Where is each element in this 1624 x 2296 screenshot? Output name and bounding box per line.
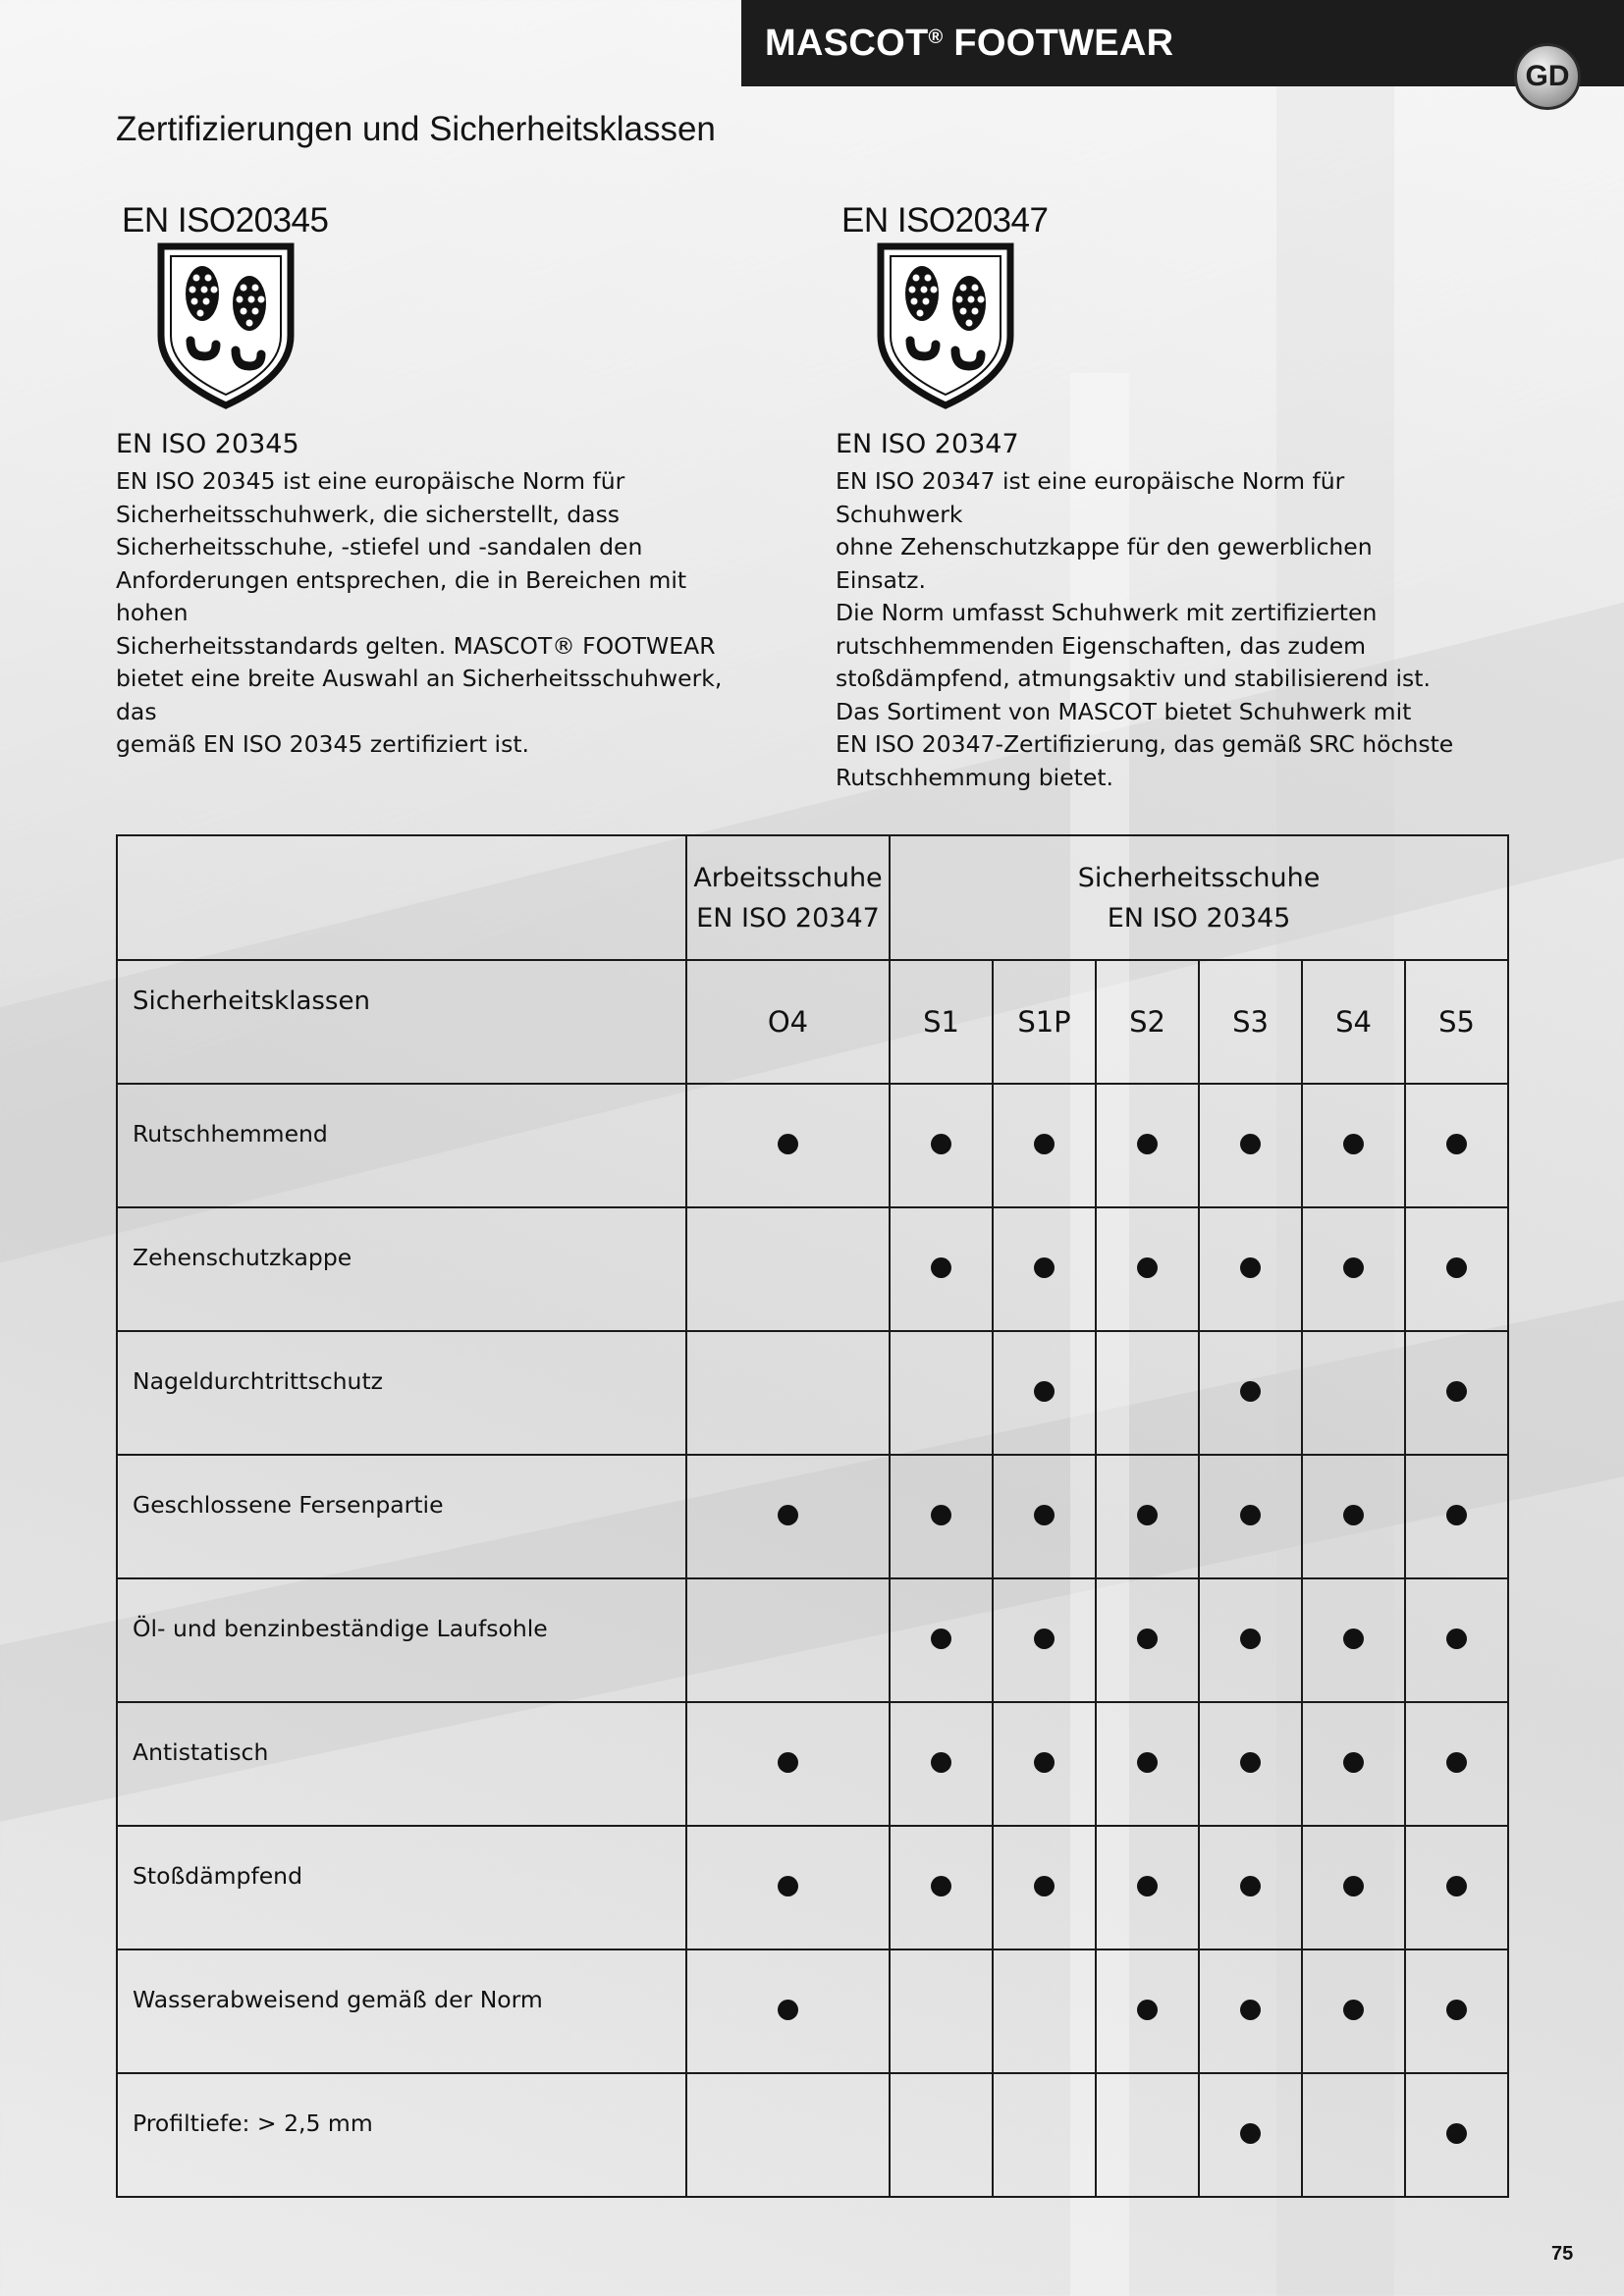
mark-cell-s1 — [890, 2073, 993, 2197]
filled-dot-icon — [1446, 2000, 1467, 2020]
filled-dot-icon — [1343, 1505, 1364, 1525]
section-header — [741, 0, 1624, 86]
filled-dot-icon — [1446, 1381, 1467, 1402]
filled-dot-icon — [1240, 2123, 1261, 2144]
filled-dot-icon — [1034, 1381, 1055, 1402]
filled-dot-icon — [1240, 1257, 1261, 1278]
filled-dot-icon — [931, 1629, 951, 1649]
mark-cell-s1 — [890, 1826, 993, 1949]
safety-classes-table — [116, 834, 1509, 2198]
filled-dot-icon — [1137, 1752, 1158, 1773]
mark-cell-s2 — [1096, 1207, 1199, 1331]
mark-cell-s2 — [1096, 2073, 1199, 2197]
mark-cell-s1p — [993, 1207, 1096, 1331]
filled-dot-icon — [1343, 1629, 1364, 1649]
table-row — [117, 1949, 1508, 2073]
filled-dot-icon — [1240, 1381, 1261, 1402]
filled-dot-icon — [1446, 2123, 1467, 2144]
mark-cell-s5 — [1405, 1331, 1508, 1455]
filled-dot-icon — [778, 1134, 798, 1154]
group-safety-shoes — [890, 835, 1508, 960]
filled-dot-icon — [778, 1752, 798, 1773]
header-brand: MASCOT — [765, 22, 929, 64]
filled-dot-icon — [1446, 1876, 1467, 1896]
mark-cell-s3 — [1199, 1084, 1302, 1207]
page-number: 75 — [1551, 2243, 1574, 2265]
mark-cell-s5 — [1405, 1207, 1508, 1331]
mark-cell-s5 — [1405, 1702, 1508, 1826]
mark-cell-s2 — [1096, 1702, 1199, 1826]
filled-dot-icon — [1446, 1257, 1467, 1278]
filled-dot-icon — [778, 1876, 798, 1896]
filled-dot-icon — [1137, 1629, 1158, 1649]
table-group-header-row — [117, 835, 1508, 960]
feature-label: Rutschhemmend — [117, 1084, 686, 1207]
mark-cell-o4 — [686, 2073, 890, 2197]
mark-cell-s3 — [1199, 2073, 1302, 2197]
mark-cell-s1 — [890, 1084, 993, 1207]
filled-dot-icon — [931, 1752, 951, 1773]
mark-cell-s5 — [1405, 1949, 1508, 2073]
filled-dot-icon — [1240, 1876, 1261, 1896]
filled-dot-icon — [1137, 1876, 1158, 1896]
mark-cell-s2 — [1096, 1331, 1199, 1455]
mark-cell-o4 — [686, 1084, 890, 1207]
mark-cell-o4 — [686, 1826, 890, 1949]
table-row — [117, 1331, 1508, 1455]
cert-description: EN ISO 20345 ist eine europäische Norm für Sicherheitsschuhwerk, die sicherstellt, dass Sicherheitsschuhe, -stiefel und -sandalen den Anforderungen entsprechen, die in Bereichen mit hohen Sicherheitsstandards gelten. MASCOT® FOOTWEAR bietet eine breite Auswahl an Sicherheitsschuhwerk, das gemäß EN ISO 20345 zertifiziert ist. — [116, 467, 723, 758]
table-row — [117, 1207, 1508, 1331]
filled-dot-icon — [1343, 1257, 1364, 1278]
mark-cell-s5 — [1405, 2073, 1508, 2197]
mark-cell-s2 — [1096, 1826, 1199, 1949]
class-s1p: S1P — [993, 960, 1096, 1084]
cert-block-20347 — [836, 201, 1464, 794]
class-s2: S2 — [1096, 960, 1199, 1084]
filled-dot-icon — [1446, 1505, 1467, 1525]
cert-logo-text: EN ISO20345 — [122, 201, 329, 240]
mark-cell-s5 — [1405, 1455, 1508, 1578]
mark-cell-s3 — [1199, 1578, 1302, 1702]
mark-cell-s1p — [993, 1331, 1096, 1455]
filled-dot-icon — [1343, 2000, 1364, 2020]
mark-cell-o4 — [686, 1331, 890, 1455]
filled-dot-icon — [931, 1257, 951, 1278]
mark-cell-s3 — [1199, 1207, 1302, 1331]
filled-dot-icon — [1034, 1134, 1055, 1154]
mark-cell-o4 — [686, 1702, 890, 1826]
class-s5: S5 — [1405, 960, 1508, 1084]
mark-cell-o4 — [686, 1207, 890, 1331]
cert-block-20345 — [116, 201, 744, 762]
mark-cell-s4 — [1302, 1084, 1405, 1207]
mark-cell-s2 — [1096, 1578, 1199, 1702]
mark-cell-s3 — [1199, 1702, 1302, 1826]
mark-cell-s1p — [993, 1578, 1096, 1702]
filled-dot-icon — [1034, 1876, 1055, 1896]
mark-cell-s1p — [993, 1826, 1096, 1949]
header-section: FOOTWEAR — [953, 22, 1174, 64]
mark-cell-s4 — [1302, 1331, 1405, 1455]
mark-cell-s1 — [890, 1702, 993, 1826]
filled-dot-icon — [1137, 2000, 1158, 2020]
table-row — [117, 1084, 1508, 1207]
filled-dot-icon — [778, 1505, 798, 1525]
cert-heading: EN ISO 20345 — [116, 429, 299, 459]
boot-shield-icon — [877, 242, 1014, 409]
mark-cell-s1p — [993, 1084, 1096, 1207]
mark-cell-o4 — [686, 1949, 890, 2073]
filled-dot-icon — [1034, 1505, 1055, 1525]
table-class-row — [117, 960, 1508, 1084]
feature-label: Stoßdämpfend — [117, 1826, 686, 1949]
mark-cell-s1p — [993, 2073, 1096, 2197]
mark-cell-s5 — [1405, 1578, 1508, 1702]
filled-dot-icon — [1446, 1629, 1467, 1649]
filled-dot-icon — [1240, 1505, 1261, 1525]
table-row — [117, 1455, 1508, 1578]
filled-dot-icon — [931, 1505, 951, 1525]
mark-cell-s4 — [1302, 1949, 1405, 2073]
filled-dot-icon — [1240, 1134, 1261, 1154]
mark-cell-o4 — [686, 1455, 890, 1578]
cert-heading: EN ISO 20347 — [836, 429, 1019, 459]
filled-dot-icon — [931, 1134, 951, 1154]
class-label: Sicherheitsklassen — [117, 960, 686, 1084]
filled-dot-icon — [778, 2000, 798, 2020]
mark-cell-s4 — [1302, 2073, 1405, 2197]
filled-dot-icon — [1137, 1505, 1158, 1525]
mark-cell-s1 — [890, 1455, 993, 1578]
empty-corner-cell — [117, 835, 686, 960]
mark-cell-s1p — [993, 1455, 1096, 1578]
feature-label: Profiltiefe: > 2,5 mm — [117, 2073, 686, 2197]
cert-description: EN ISO 20347 ist eine europäische Norm für Schuhwerk ohne Zehenschutzkappe für den gewerblichen Einsatz. Die Norm umfasst Schuhwerk mit zertifizierten rutschhemmenden Eigenschaften, das zudem stoßdämpfend, atmungsaktiv und stabilisierend ist. Das Sortiment von MASCOT bietet Schuhwerk mit EN ISO 20347-Zertifizierung, das gemäß SRC höchste Rutschhemmung bietet. — [836, 467, 1454, 791]
mark-cell-s5 — [1405, 1826, 1508, 1949]
filled-dot-icon — [931, 1876, 951, 1896]
feature-label: Geschlossene Fersenpartie — [117, 1455, 686, 1578]
gd-logo-badge-icon — [1514, 43, 1581, 110]
mark-cell-s1 — [890, 1331, 993, 1455]
feature-label: Nageldurchtrittschutz — [117, 1331, 686, 1455]
group-safety-line1: Sicherheitsschuhe — [1077, 862, 1321, 893]
filled-dot-icon — [1446, 1752, 1467, 1773]
mark-cell-s3 — [1199, 1331, 1302, 1455]
filled-dot-icon — [1034, 1629, 1055, 1649]
mark-cell-s1 — [890, 1207, 993, 1331]
filled-dot-icon — [1240, 2000, 1261, 2020]
filled-dot-icon — [1240, 1629, 1261, 1649]
table-row — [117, 1578, 1508, 1702]
class-s1: S1 — [890, 960, 993, 1084]
boot-shield-icon — [157, 242, 295, 409]
mark-cell-s5 — [1405, 1084, 1508, 1207]
table-row — [117, 1702, 1508, 1826]
filled-dot-icon — [1343, 1876, 1364, 1896]
mark-cell-s4 — [1302, 1578, 1405, 1702]
mark-cell-s1p — [993, 1702, 1096, 1826]
feature-label: Antistatisch — [117, 1702, 686, 1826]
filled-dot-icon — [1343, 1752, 1364, 1773]
class-s3: S3 — [1199, 960, 1302, 1084]
mark-cell-s2 — [1096, 1949, 1199, 2073]
page-title: Zertifizierungen und Sicherheitsklassen — [116, 110, 716, 148]
feature-label: Zehenschutzkappe — [117, 1207, 686, 1331]
class-s4: S4 — [1302, 960, 1405, 1084]
mark-cell-s2 — [1096, 1084, 1199, 1207]
mark-cell-s4 — [1302, 1207, 1405, 1331]
group-work-line2: EN ISO 20347 — [696, 902, 880, 934]
mark-cell-s4 — [1302, 1702, 1405, 1826]
mark-cell-s3 — [1199, 1826, 1302, 1949]
mark-cell-s4 — [1302, 1455, 1405, 1578]
group-work-shoes — [686, 835, 890, 960]
mark-cell-s2 — [1096, 1455, 1199, 1578]
filled-dot-icon — [1034, 1752, 1055, 1773]
class-o4: O4 — [686, 960, 890, 1084]
table-row — [117, 2073, 1508, 2197]
filled-dot-icon — [1034, 1257, 1055, 1278]
feature-label: Öl- und benzinbeständige Laufsohle — [117, 1578, 686, 1702]
mark-cell-s3 — [1199, 1949, 1302, 2073]
mark-cell-s1 — [890, 1578, 993, 1702]
mark-cell-s1 — [890, 1949, 993, 2073]
mark-cell-s1p — [993, 1949, 1096, 2073]
mark-cell-s4 — [1302, 1826, 1405, 1949]
feature-label: Wasserabweisend gemäß der Norm — [117, 1949, 686, 2073]
filled-dot-icon — [1240, 1752, 1261, 1773]
filled-dot-icon — [1446, 1134, 1467, 1154]
group-work-line1: Arbeitsschuhe — [693, 862, 883, 893]
filled-dot-icon — [1137, 1134, 1158, 1154]
mark-cell-s3 — [1199, 1455, 1302, 1578]
header-registered-mark: ® — [928, 26, 944, 48]
table-row — [117, 1826, 1508, 1949]
group-safety-line2: EN ISO 20345 — [1107, 902, 1291, 934]
filled-dot-icon — [1137, 1257, 1158, 1278]
cert-logo-text: EN ISO20347 — [841, 201, 1049, 240]
filled-dot-icon — [1343, 1134, 1364, 1154]
mark-cell-o4 — [686, 1578, 890, 1702]
logo-glyph: GD — [1525, 60, 1570, 92]
